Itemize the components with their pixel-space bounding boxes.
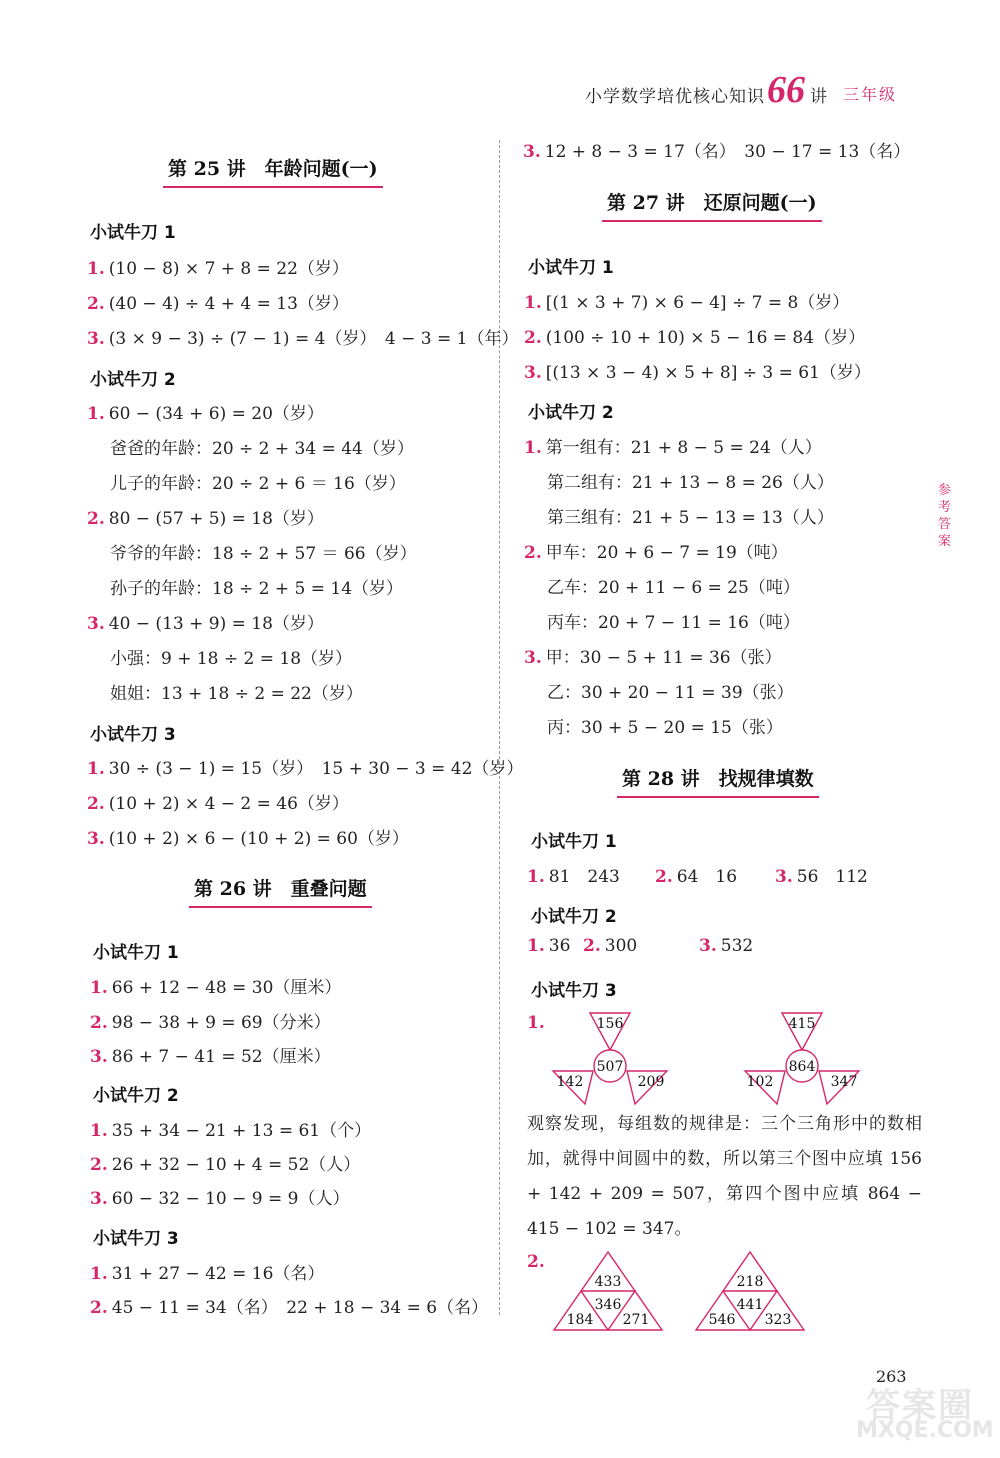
figure-number-top: 415	[788, 1016, 816, 1032]
section-label: 小试牛刀 3	[531, 981, 617, 1001]
column-divider	[499, 140, 500, 1315]
figure-number-left: 102	[746, 1074, 774, 1090]
pattern-triangle-2	[692, 1248, 812, 1334]
book-header	[585, 70, 915, 110]
lecture-27-title: 第 27 讲 还原问题(一)	[607, 188, 817, 222]
triangle-number-left: 546	[708, 1312, 736, 1328]
pattern-figure-2	[737, 1008, 867, 1108]
answer-line: 3. (3 × 9 − 3) ÷ (7 − 1) = 4（岁） 4 − 3 = 1（年）	[87, 329, 519, 349]
answer-line: 姐姐：13 + 18 ÷ 2 = 22（岁）	[110, 684, 363, 704]
watermark: 答案圈 MXQE.COM	[856, 1386, 994, 1443]
section-label: 小试牛刀 1	[528, 258, 614, 278]
answer-line: 1. 60 − (34 + 6) = 20（岁）	[87, 404, 324, 424]
answer-line: 3. [(13 × 3 − 4) × 5 + 8] ÷ 3 = 61（岁）	[524, 363, 871, 383]
question-number: 1.	[527, 1013, 545, 1033]
answer-line: 乙车：20 + 11 − 6 = 25（吨）	[547, 578, 800, 598]
figure-number-right: 347	[830, 1074, 858, 1090]
answer-line: 第三组有：21 + 5 − 13 = 13（人）	[547, 508, 834, 528]
answer-line: 爸爸的年龄：20 ÷ 2 + 34 = 44（岁）	[110, 439, 414, 459]
answer-line: 1. 第一组有：21 + 8 − 5 = 24（人）	[524, 438, 822, 458]
lecture-26-title: 第 26 讲 重叠问题	[194, 874, 367, 908]
answer-line: 1. 36	[527, 936, 571, 956]
answer-line: 3. (10 + 2) × 6 − (10 + 2) = 60（岁）	[87, 829, 409, 849]
triangle-number-top: 433	[594, 1274, 622, 1290]
answer-line: 1. 35 + 34 − 21 + 13 = 61（个）	[90, 1121, 372, 1141]
triangle-number-left: 184	[566, 1312, 594, 1328]
answer-line: 1. 66 + 12 − 48 = 30（厘米）	[90, 978, 342, 998]
triangle-number-right: 323	[764, 1312, 792, 1328]
answer-line: 3. 532	[699, 936, 754, 956]
answer-line: 3. 60 − 32 − 10 − 9 = 9（人）	[90, 1189, 350, 1209]
book-number: 66	[767, 69, 805, 111]
answer-line: 小强：9 + 18 ÷ 2 = 18（岁）	[110, 649, 353, 669]
section-label: 小试牛刀 2	[93, 1086, 179, 1106]
answer-line: 3. 86 + 7 − 41 = 52（厘米）	[90, 1047, 331, 1067]
answer-line: 3. 56 112	[775, 867, 868, 887]
section-label: 小试牛刀 1	[531, 832, 617, 852]
answer-line: 1. 31 + 27 − 42 = 16（名）	[90, 1264, 325, 1284]
answer-line: 1. [(1 × 3 + 7) × 6 − 4] ÷ 7 = 8（岁）	[524, 293, 850, 313]
section-label: 小试牛刀 2	[531, 907, 617, 927]
answer-line: 乙：30 + 20 − 11 = 39（张）	[547, 683, 794, 703]
answer-line: 孙子的年龄：18 ÷ 2 + 5 = 14（岁）	[110, 579, 404, 599]
explanation-paragraph: 观察发现，每组数的规律是：三个三角形中的数相加，就得中间圆中的数，所以第三个图中应填 156 + 142 + 209 = 507，第四个图中应填 864 − 415 − 102 = 347。	[527, 1114, 922, 1239]
answer-line: 丙车：20 + 7 − 11 = 16（吨）	[547, 613, 800, 633]
answer-line: 2. (10 + 2) × 4 − 2 = 46（岁）	[87, 794, 349, 814]
answer-line: 2. 45 − 11 = 34（名） 22 + 18 − 34 = 6（名）	[90, 1298, 489, 1318]
figure-number-center: 864	[788, 1059, 816, 1075]
section-label: 小试牛刀 1	[93, 943, 179, 963]
answer-line: 3. 12 + 8 − 3 = 17（名） 30 − 17 = 13（名）	[523, 142, 911, 162]
answer-line: 2. (40 − 4) ÷ 4 + 4 = 13（岁）	[87, 294, 349, 314]
answer-line: 1. 30 ÷ (3 − 1) = 15（岁） 15 + 30 − 3 = 42（岁）	[87, 759, 524, 779]
answer-line: 1. 81 243	[527, 867, 620, 887]
answer-line: 2. 甲车：20 + 6 − 7 = 19（吨）	[524, 543, 788, 563]
book-jiang: 讲	[810, 87, 827, 107]
answer-line: 2. 98 − 38 + 9 = 69（分米）	[90, 1013, 331, 1033]
answer-line: 2. 300	[583, 936, 638, 956]
triangle-number-top: 218	[736, 1274, 764, 1290]
answer-line: 3. 40 − (13 + 9) = 18（岁）	[87, 614, 324, 634]
page-number: 263	[876, 1367, 907, 1386]
figure-number-center: 507	[596, 1059, 624, 1075]
figure-number-left: 142	[556, 1074, 584, 1090]
answer-line: 2. 26 + 32 − 10 + 4 = 52（人）	[90, 1155, 361, 1175]
section-label: 小试牛刀 1	[90, 223, 176, 243]
grade-label: 三年级	[843, 85, 898, 104]
answer-line: 丙：30 + 5 − 20 = 15（张）	[547, 718, 783, 738]
answer-line: 1. (10 − 8) × 7 + 8 = 22（岁）	[87, 259, 349, 279]
book-title: 小学数学培优核心知识	[585, 87, 765, 107]
section-label: 小试牛刀 2	[90, 370, 176, 390]
answer-line: 爷爷的年龄：18 ÷ 2 + 57 ＝ 66（岁）	[110, 544, 417, 564]
answer-line: 3. 甲：30 − 5 + 11 = 36（张）	[524, 648, 782, 668]
answer-line: 2. 64 16	[655, 867, 738, 887]
pattern-figure-1	[545, 1008, 675, 1108]
lecture-28-title: 第 28 讲 找规律填数	[622, 764, 814, 798]
section-label: 小试牛刀 3	[90, 725, 176, 745]
section-label: 小试牛刀 3	[93, 1229, 179, 1249]
answer-line: 2. 80 − (57 + 5) = 18（岁）	[87, 509, 324, 529]
triangle-number-right: 271	[622, 1312, 650, 1328]
figure-number-top: 156	[596, 1016, 624, 1032]
figure-number-right: 209	[637, 1074, 665, 1090]
triangle-number-center: 441	[736, 1297, 764, 1313]
side-tab-answers: 参考答案	[938, 483, 952, 549]
lecture-25-title: 第 25 讲 年龄问题(一)	[168, 154, 378, 188]
question-number: 2.	[527, 1252, 545, 1272]
answer-line: 第二组有：21 + 13 − 8 = 26（人）	[547, 473, 834, 493]
answer-line: 2. (100 ÷ 10 + 10) × 5 − 16 = 84（岁）	[524, 328, 866, 348]
pattern-triangle-1	[550, 1248, 670, 1334]
section-label: 小试牛刀 2	[528, 403, 614, 423]
answer-line: 儿子的年龄：20 ÷ 2 + 6 ＝ 16（岁）	[110, 474, 406, 494]
triangle-number-center: 346	[594, 1297, 622, 1313]
